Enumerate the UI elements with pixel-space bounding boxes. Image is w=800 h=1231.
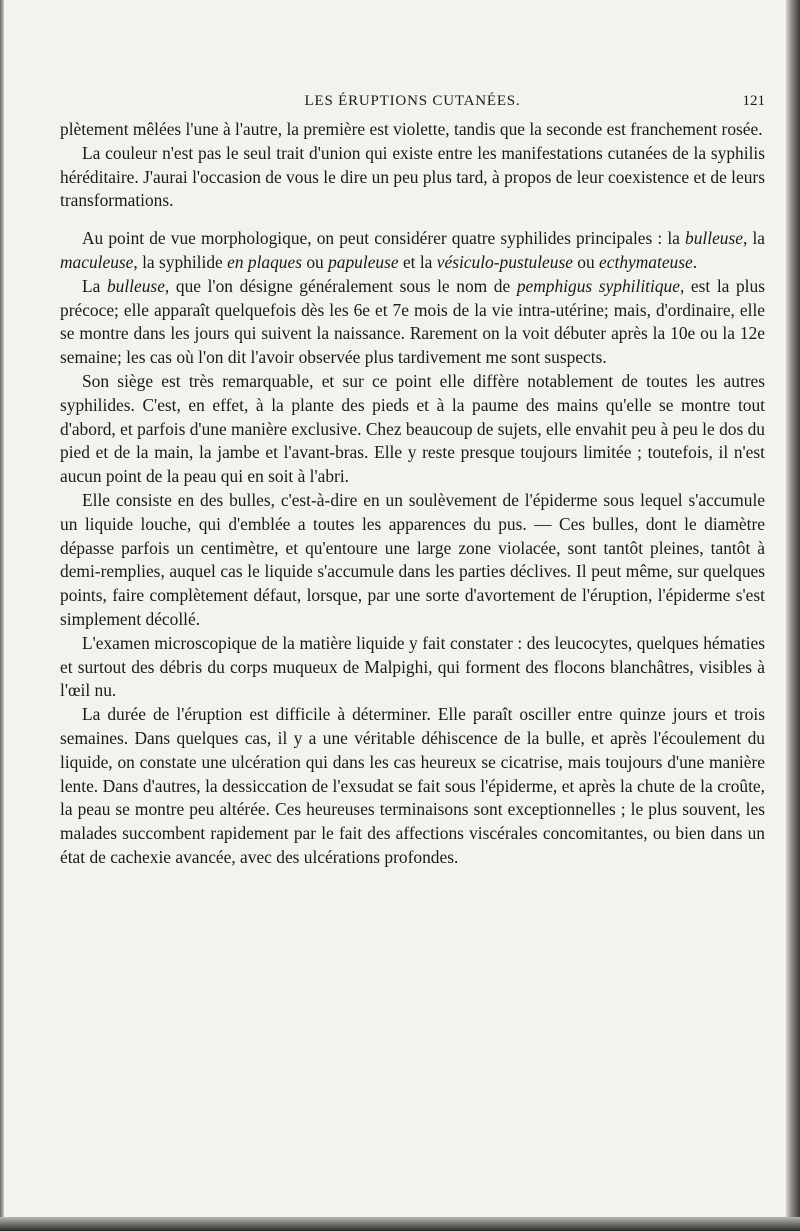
text-run: , est la plus précoce; elle apparaît quelquefois dès les 6e et 7e mois de la vie intra-utérine; mais, d'ordinaire, elle se montre dans les jours qui suivent la naissance. Rarement on la voit débuter après la 10e ou la 12e semaine; les cas où l'on dit l'avoir observée plus tardivement me sont suspects. bbox=[60, 275, 765, 368]
italic-term: papuleuse bbox=[328, 251, 399, 272]
text-run: La bbox=[82, 275, 107, 296]
paragraph bbox=[60, 632, 765, 703]
paragraph bbox=[60, 370, 765, 489]
italic-term: maculeuse bbox=[60, 251, 134, 272]
text-run: , que l'on désigne généralement sous le nom de bbox=[164, 275, 517, 296]
scan-edge-bottom bbox=[0, 1217, 800, 1231]
page-header bbox=[60, 93, 765, 115]
italic-term: bulleuse bbox=[106, 275, 165, 296]
paragraph bbox=[60, 703, 765, 870]
scan-edge-right bbox=[786, 0, 800, 1231]
paragraph bbox=[60, 227, 765, 275]
text-run: , la syphilide bbox=[133, 251, 228, 272]
italic-term: ecthymateuse bbox=[599, 251, 693, 272]
text-run: La couleur n'est pas le seul trait d'union qui existe entre les manifestations cutanées de la syphilis héréditaire. J'aurai l'occasion de vous le dire un peu plus tard, à propos de leur coexistence et de leurs transformations. bbox=[60, 142, 765, 211]
paragraph bbox=[60, 142, 765, 213]
italic-term: bulleuse bbox=[685, 228, 743, 249]
text-run: ou bbox=[302, 251, 329, 272]
text-run: Elle consiste en des bulles, c'est-à-dire en un soulèvement de l'épiderme sous lequel s'accumule un liquide louche, qui d'emblée a toutes les apparences du pus. — Ces bulles, dont le diamètre dépasse parfois un centimètre, et qu'entoure une large zone violacée, sont tantôt pleines, tantôt à demi-remplies, auquel cas le liquide s'accumule dans les parties déclives. Il peut même, sur quelques points, faire complètement défaut, lorsque, par une sorte d'avortement de l'éruption, l'épiderme s'est simplement décollé. bbox=[60, 489, 765, 629]
paragraph bbox=[60, 489, 765, 632]
text-run: plètement mêlées l'une à l'autre, la première est violette, tandis que la seconde est franchement rosée. bbox=[60, 119, 763, 139]
page-number: 121 bbox=[742, 93, 765, 109]
paragraph bbox=[60, 275, 765, 370]
text-run: et la bbox=[398, 251, 437, 272]
text-run: Au point de vue morphologique, on peut considérer quatre syphilides principales : la bbox=[82, 228, 686, 249]
running-title: LES ÉRUPTIONS CUTANÉES. bbox=[304, 93, 521, 109]
text-run: . bbox=[692, 251, 698, 272]
body-text bbox=[60, 118, 765, 870]
text-run: Son siège est très remarquable, et sur ce point elle diffère notablement de toutes les autres syphilides. C'est, en effet, à la plante des pieds et à la paume des mains qu'elle se montre tout d'abord, et parfois d'une manière exclusive. Chez beaucoup de sujets, elle envahit peu à peu le dos du pied et de la main, la jambe et l'avant-bras. Elle y reste presque toujours limitée ; toutefois, il n'est aucun point de la peau qui en soit à l'abri. bbox=[60, 370, 765, 487]
italic-term: pemphigus syphilitique bbox=[516, 275, 680, 296]
text-run: , la bbox=[742, 228, 765, 249]
italic-term: en plaques bbox=[227, 251, 302, 272]
italic-term: vésiculo-pustuleuse bbox=[436, 251, 573, 272]
paragraph bbox=[60, 118, 765, 142]
text-run: La durée de l'éruption est difficile à déterminer. Elle paraît osciller entre quinze jours et trois semaines. Dans quelques cas, il y a une véritable déhiscence de la bulle, et après l'écoulement du liquide, on constate une ulcération qui dans les cas heureux se cicatrise, mais toujours d'une manière lente. Dans d'autres, la dessiccation de l'exsudat se fait sous l'épiderme, et après la chute de la croûte, la peau se montre peu altérée. Ces heureuses terminaisons sont exceptionnelles ; le plus souvent, les malades succombent rapidement par le fait des affections viscérales concomitantes, ou bien dans un état de cachexie avancée, avec des ulcérations profondes. bbox=[60, 704, 765, 867]
scan-edge-left bbox=[0, 0, 4, 1231]
text-run: L'examen microscopique de la matière liquide y fait constater : des leucocytes, quelques hématies et surtout des débris du corps muqueux de Malpighi, qui forment des flocons blanchâtres, visibles à l'œil nu. bbox=[60, 632, 765, 701]
text-run: ou bbox=[572, 251, 600, 272]
